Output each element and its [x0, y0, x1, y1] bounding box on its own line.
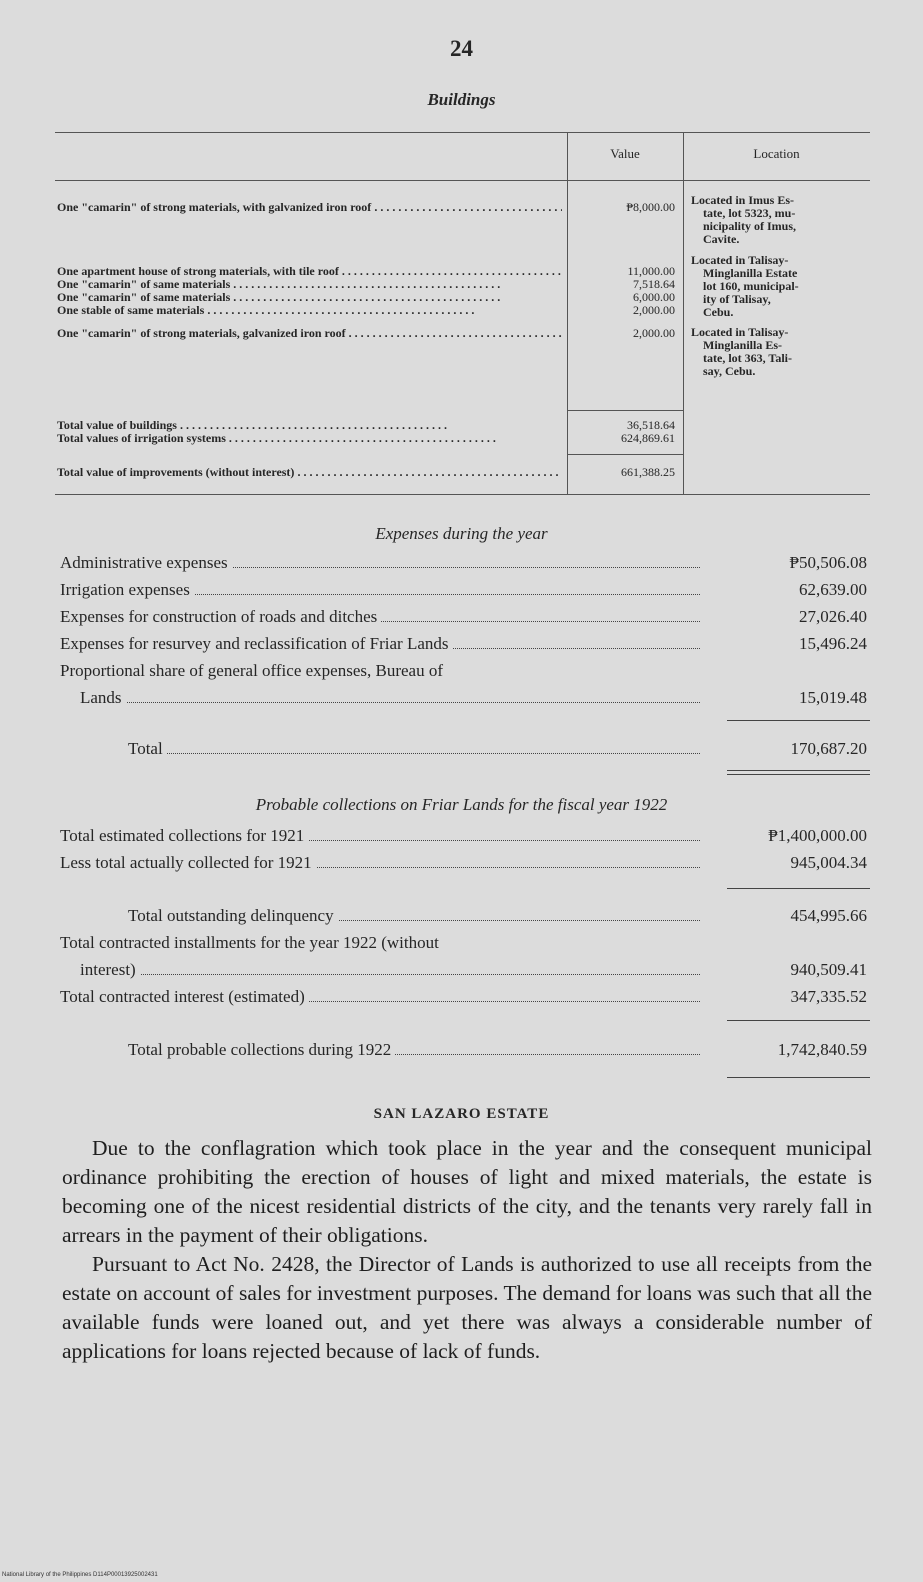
paragraph: Pursuant to Act No. 2428, the Director of Lands is authorized to use all receipts from the estate on account of sales for investment purposes. The demand for loans was such that all the available funds were loaned out, and yet there was always a considerable number of applications for loans rejected because of lack of funds. [62, 1252, 872, 1363]
collections-title: Probable collections on Friar Lands for the fiscal year 1922 [255, 795, 668, 814]
total-rule [567, 454, 683, 455]
expense-row: Expenses for resurvey and reclassification of Friar Lands 15,496.24 [60, 634, 867, 653]
expense-row: Expenses for construction of roads and ditches 27,026.40 [60, 607, 867, 626]
collections-row: Total estimated collections for 1921 ₱1,400,000.00 [60, 826, 867, 845]
san-lazaro-heading: SAN LAZARO ESTATE [373, 1106, 550, 1122]
building-value: 2,000.00 [633, 303, 675, 317]
expense-row-line1: Proportional share of general office expenses, Bureau of [60, 661, 443, 680]
paragraph: Due to the conflagration which took place in the year and the consequent municipal ordinance prohibiting the erection of houses of light and mixed materials, the estate is becoming one of the nicest residential districts of the city, and the tenants very rarely fall in arrears in the payment of their obligations. [62, 1136, 872, 1247]
collections-row: interest) 940,509.41 [80, 960, 867, 979]
collections-total-row: Total probable collections during 1922 1,742,840.59 [128, 1040, 867, 1059]
expenses-title: Expenses during the year [375, 524, 548, 543]
total-buildings-value: 36,518.64 [627, 418, 675, 432]
total-irrigation-value: 624,869.61 [621, 431, 675, 445]
subtotal-rule [567, 410, 683, 411]
building-value: ₱8,000.00 [626, 200, 675, 214]
building-value: 11,000.00 [627, 264, 675, 278]
expense-row: Irrigation expenses 62,639.00 [60, 580, 867, 599]
building-value: 2,000.00 [633, 326, 675, 340]
total-irrigation-row: Total values of irrigation systems . . . [57, 431, 562, 446]
building-value: 7,518.64 [633, 277, 675, 291]
sum-rule [727, 720, 870, 721]
table-bottom-rule [55, 494, 870, 495]
building-row: One "camarin" of same materials . . . [57, 290, 562, 305]
location-cell: Located in Talisay- Minglanilla Es- tate, lot 363, Tali- say, Cebu. [691, 325, 792, 378]
value-column-rule [567, 132, 568, 494]
building-row: One apartment house of strong materials, with tile roof . . . [57, 264, 562, 279]
collections-row: Total outstanding delinquency 454,995.66 [128, 906, 867, 925]
building-row: One "camarin" of strong materials, with galvanized iron roof . . . [57, 200, 562, 215]
table-header-rule [55, 180, 870, 181]
expenses-total-row: Total 170,687.20 [128, 739, 867, 758]
buildings-title: Buildings [427, 90, 496, 109]
location-cell: Located in Talisay- Minglanilla Estate lot 160, municipal- ity of Talisay, Cebu. [691, 253, 799, 319]
table-top-rule [55, 132, 870, 133]
total-rule [727, 1077, 870, 1078]
sum-rule [727, 888, 870, 889]
total-improvements-row: Total value of improvements (without interest) . . . [57, 465, 562, 480]
collections-row-line1: Total contracted installments for the year 1922 (without [60, 933, 439, 952]
collections-row: Less total actually collected for 1921 945,004.34 [60, 853, 867, 872]
building-row: One "camarin" of strong materials, galvanized iron roof . . . [57, 326, 562, 341]
value-column-header: Value [610, 146, 640, 161]
location-column-header: Location [753, 146, 800, 161]
san-lazaro-text [62, 1134, 872, 1366]
building-row: One stable of same materials . . . [57, 303, 562, 318]
building-row: One "camarin" of same materials . . . [57, 277, 562, 292]
expense-row: Administrative expenses ₱50,506.08 [60, 553, 867, 572]
building-value: 6,000.00 [633, 290, 675, 304]
location-cell: Located in Imus Es- tate, lot 5323, mu- nicipality of Imus, Cavite. [691, 193, 797, 246]
scan-footer: National Library of the Philippines D114P00013925002431 [2, 1572, 158, 1578]
double-rule-bottom [727, 774, 870, 775]
total-improvements-value: 661,388.25 [621, 465, 675, 479]
buildings-table [55, 132, 870, 494]
sum-rule [727, 1020, 870, 1021]
location-column-rule [683, 132, 684, 494]
collections-row: Total contracted interest (estimated) 347,335.52 [60, 987, 867, 1006]
double-rule-top [727, 770, 870, 771]
expense-row: Lands 15,019.48 [80, 688, 867, 707]
total-buildings-row: Total value of buildings . . . [57, 418, 562, 433]
page-number: 24 [450, 36, 473, 61]
